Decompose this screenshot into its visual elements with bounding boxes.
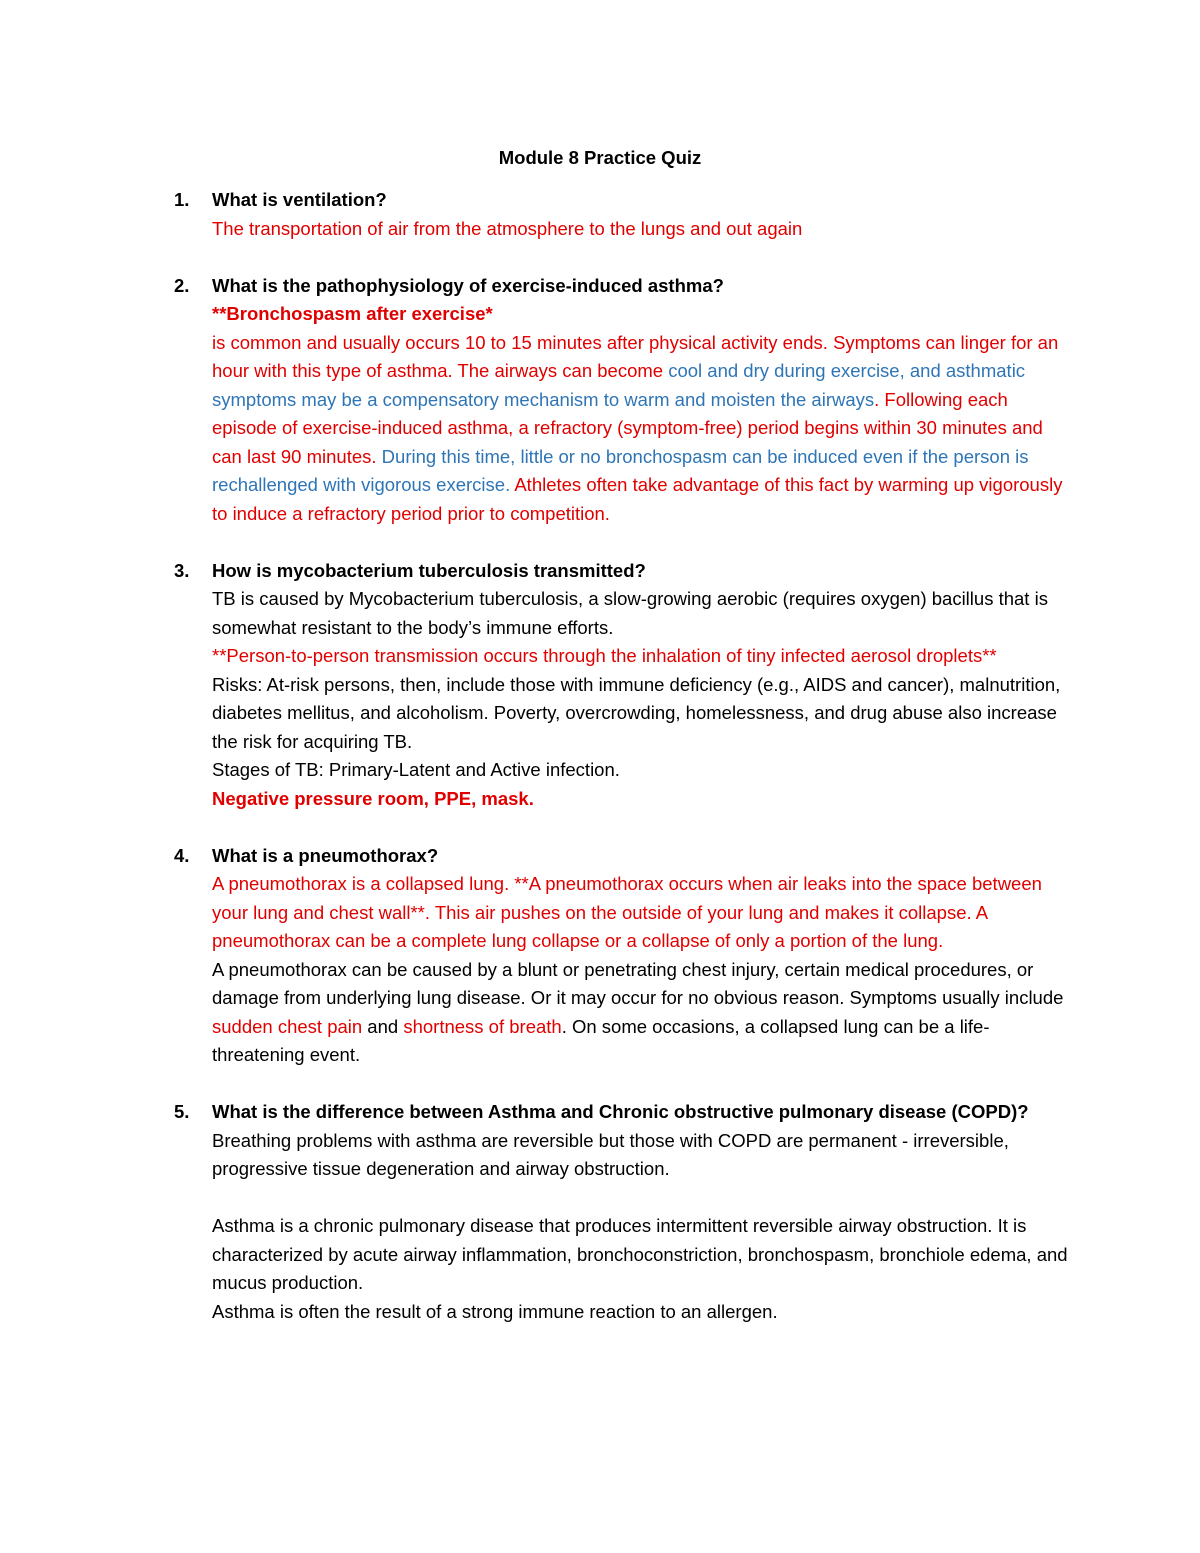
question-text: How is mycobacterium tuberculosis transmitted? xyxy=(212,559,646,581)
answer-text: . On some occasions, a collapsed lung can be a life-threatening event. xyxy=(212,1015,990,1065)
answer-text: TB is caused by Mycobacterium tuberculosis, a slow-growing aerobic (requires oxygen) bacillus that is somewhat resistant to the body’s immune efforts. xyxy=(212,588,1048,638)
page-title: Module 8 Practice Quiz xyxy=(498,147,702,168)
question-text: What is the difference between Asthma and Chronic obstructive pulmonary disease (COPD)? xyxy=(212,1101,1029,1122)
question-text: What is a pneumothorax? xyxy=(212,844,439,866)
answer-paragraph xyxy=(212,329,1074,529)
question-number: 5. xyxy=(174,1101,190,1122)
answer-text: Breathing problems with asthma are reversible but those with COPD are permanent - irreversible, progressive tissue degeneration and airway obstruction. xyxy=(212,1129,1009,1179)
answer-text: Stages of TB: Primary-Latent and Active infection. xyxy=(212,759,620,780)
question-number: 2. xyxy=(174,274,190,296)
answer-text: . Following each episode of exercise-induced asthma, a refractory (symptom-free) period begins within 30 minutes and can last 90 minutes. xyxy=(212,388,1043,467)
question-text: What is ventilation? xyxy=(212,189,387,210)
answer-text: Asthma is often the result of a strong immune reaction to an allergen. xyxy=(212,1300,778,1322)
question-item-4 xyxy=(174,842,1074,1070)
answer-highlight: sudden chest pain xyxy=(212,1015,363,1037)
question-text: What is the pathophysiology of exercise-induced asthma? xyxy=(212,274,724,296)
question-list xyxy=(174,186,1074,1355)
question-number: 3. xyxy=(174,559,190,581)
answer-text: and xyxy=(362,1015,404,1037)
answer-text: Risks: At-risk persons, then, include those with immune deficiency (e.g., AIDS and cancer), malnutrition, diabetes mellitus, and alcoholism. Poverty, overcrowding, homelessness, and drug abuse also increase the risk for acquiring TB. xyxy=(212,673,1061,752)
question-item-5 xyxy=(174,1098,1074,1326)
question-number: 4. xyxy=(174,844,190,866)
answer-text-emphasis: cool and dry during exercise, and asthmatic symptoms may be a compensatory mechanism to warm and moisten the airways xyxy=(212,360,1026,410)
question-item-2 xyxy=(174,272,1074,529)
paragraph-gap xyxy=(212,1184,1074,1213)
question-number: 1. xyxy=(174,189,190,210)
answer-text: is common and usually occurs 10 to 15 minutes after physical activity ends. Symptoms can linger for an hour with this type of asthma. The airways can become xyxy=(212,331,1059,381)
answer-text: Asthma is a chronic pulmonary disease that produces intermittent reversible airway obstruction. It is characterized by acute airway inflammation, bronchoconstriction, bronchospasm, bronchiole edema, and mucus production. xyxy=(212,1215,1068,1293)
answer-highlight: **Bronchospasm after exercise* xyxy=(212,303,493,324)
answer-highlight: shortness of breath xyxy=(403,1015,562,1037)
answer-text-emphasis: During this time, little or no bronchospasm can be induced even if the person is rechallenged with vigorous exercise. xyxy=(212,445,1029,495)
answer-highlight: **Person-to-person transmission occurs through the inhalation of tiny infected aerosol droplets** xyxy=(212,645,997,666)
answer-text: Athletes often take advantage of this fact by warming up vigorously to induce a refractory period prior to competition. xyxy=(212,474,1063,524)
answer-paragraph xyxy=(212,956,1074,1070)
question-item-1 xyxy=(174,186,1074,243)
answer-text: The transportation of air from the atmosphere to the lungs and out again xyxy=(212,217,803,239)
question-item-3 xyxy=(174,557,1074,814)
answer-highlight: Negative pressure room, PPE, mask. xyxy=(212,787,534,809)
answer-text: A pneumothorax can be caused by a blunt or penetrating chest injury, certain medical procedures, or damage from underlying lung disease. Or it may occur for no obvious reason. Symptoms usually include xyxy=(212,958,1064,1008)
answer-text: A pneumothorax is a collapsed lung. **A pneumothorax occurs when air leaks into the space between your lung and chest wall**. This air pushes on the outside of your lung and makes it collapse. A pneumothorax can be a complete lung collapse or a collapse of only a portion of the lung. xyxy=(212,873,1042,951)
